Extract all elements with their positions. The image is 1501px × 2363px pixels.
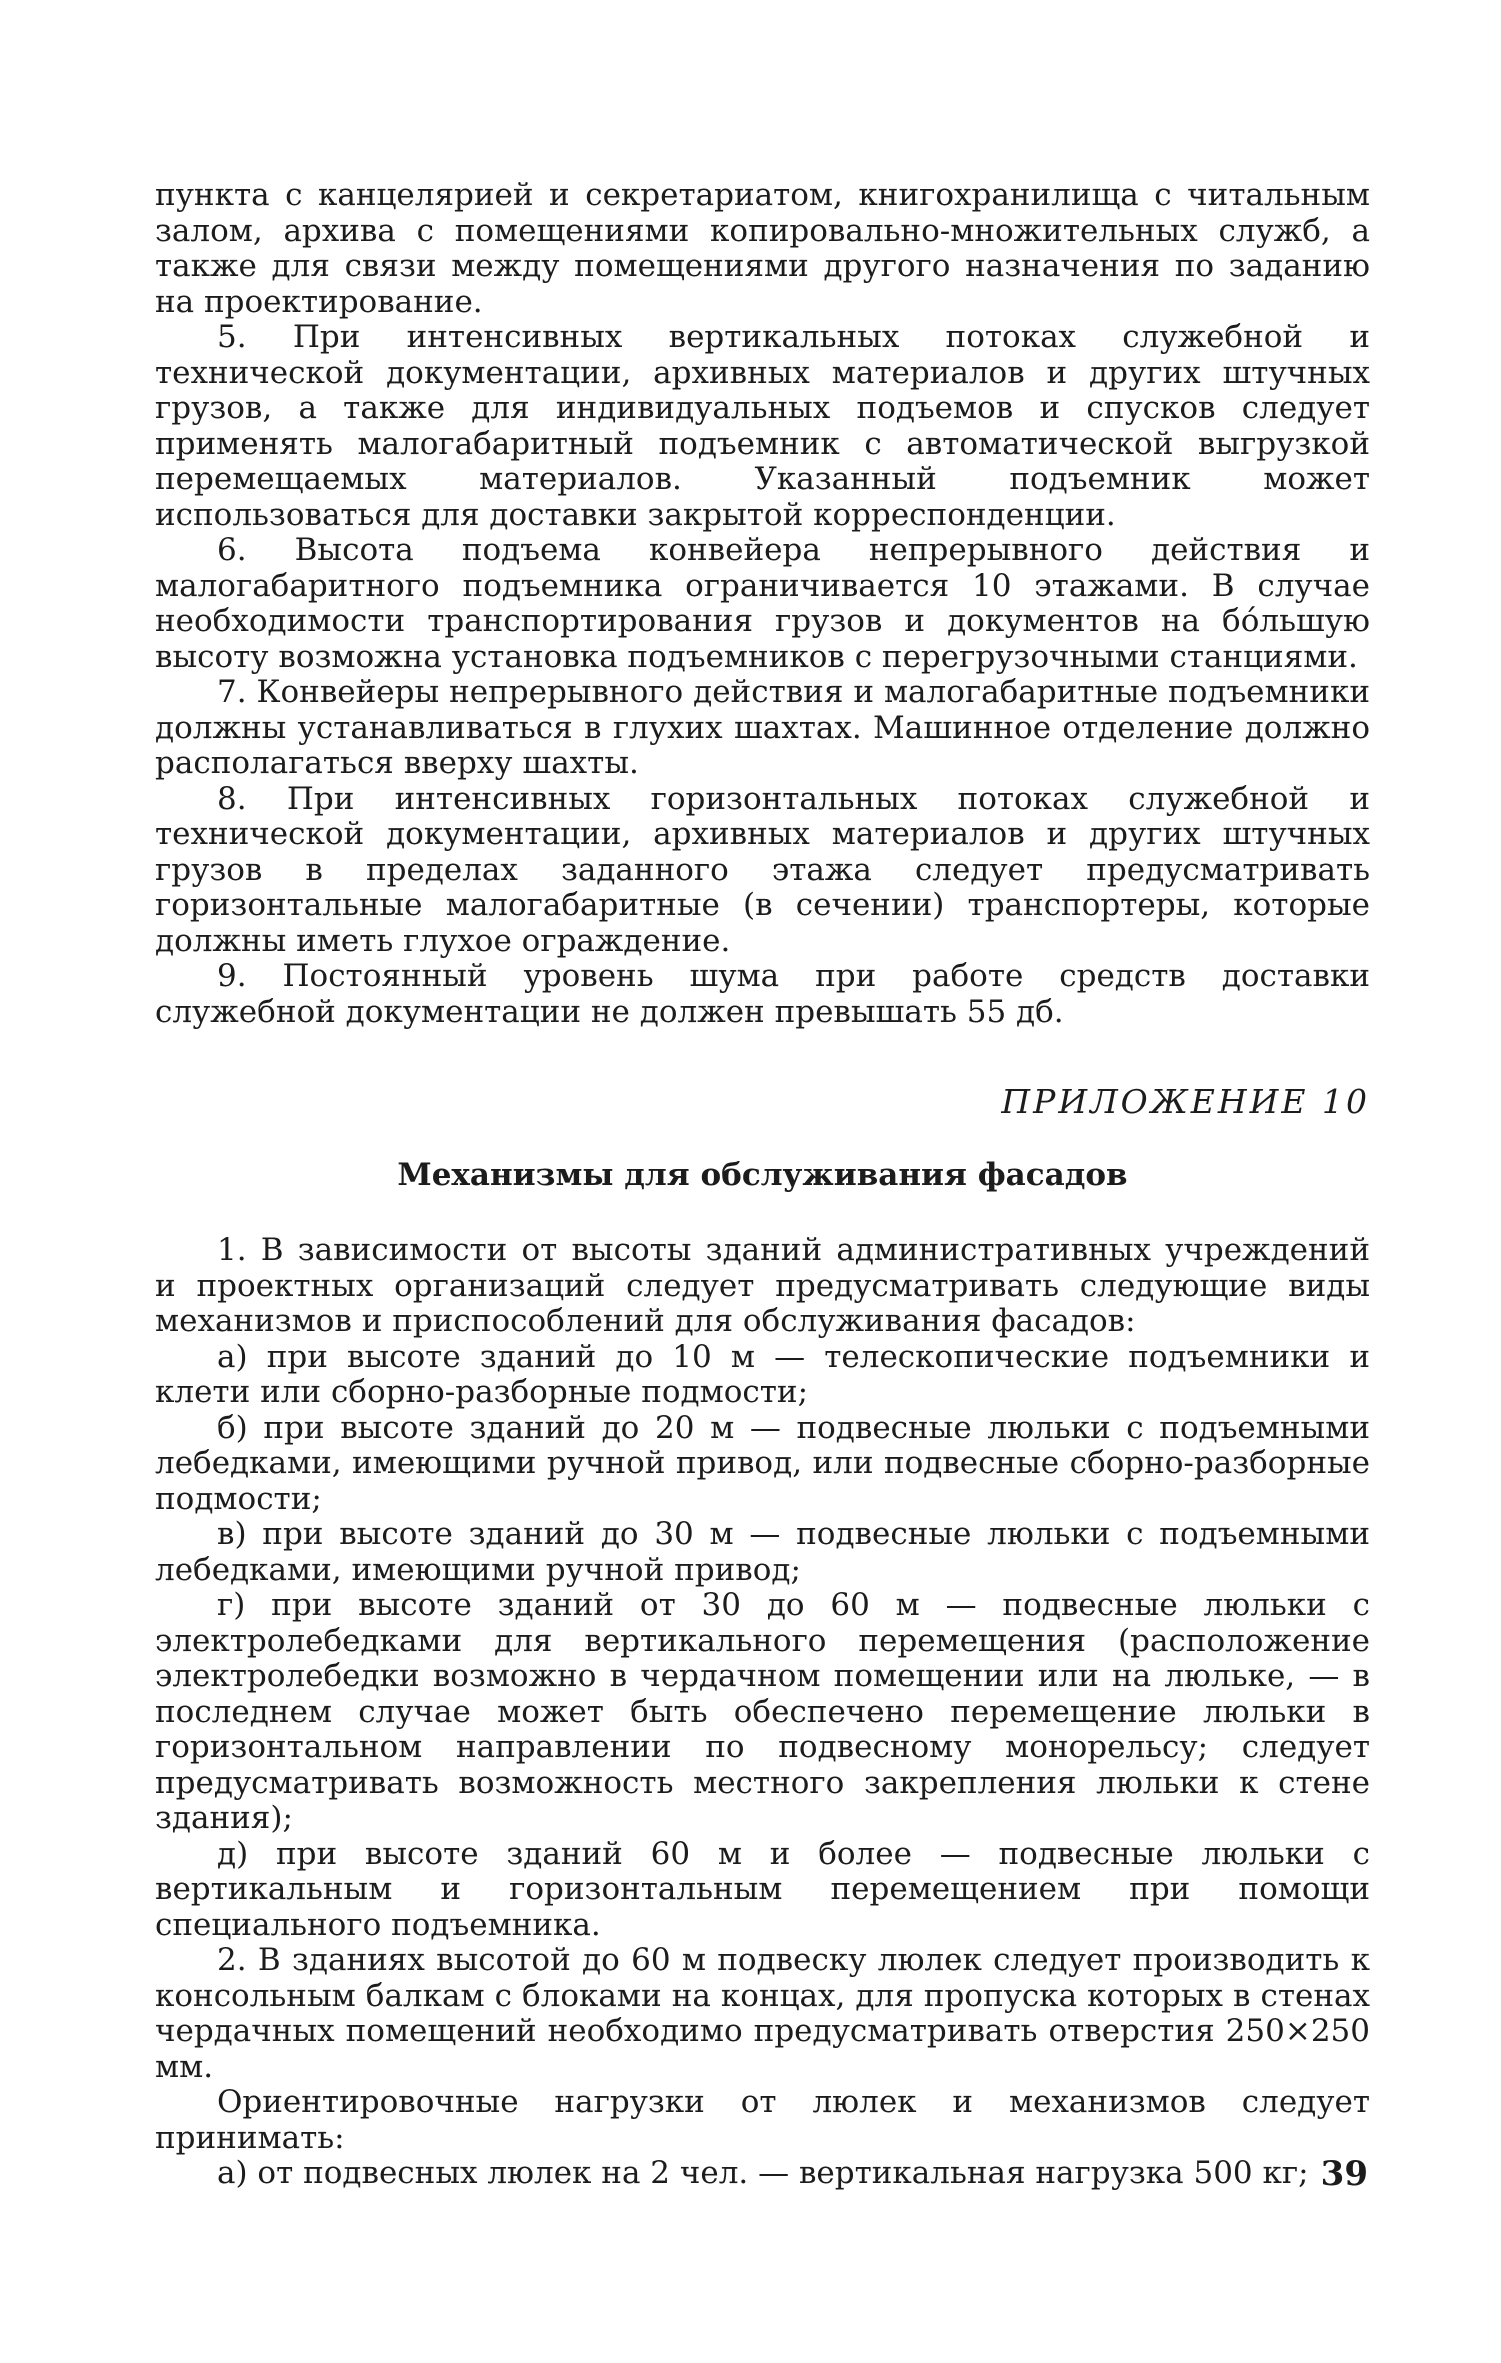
paragraph-p-cont: пункта с канцелярией и секретариатом, книгохранилища с читальным залом, архива с помещениями копировально-множительных служб, а также для связи между помещениями другого назначения по заданию на проектирование. (155, 177, 1370, 320)
page-number: 39 (1320, 2154, 1368, 2194)
paragraph-q2: 2. В зданиях высотой до 60 м подвеску люлек следует производить к консольным балкам с блоками на концах, для пропуска которых в стенах чердачных помещений необходимо предусматривать отверстия 250×250 мм. (155, 1942, 1370, 2085)
paragraph-p8: 8. При интенсивных горизонтальных потоках служебной и технической документации, архивных материалов и других штучных грузов в пределах заданного этажа следует предусматривать горизонтальные малогабаритные (в сечении) транспортеры, которые должны иметь глухое ограждение. (155, 780, 1370, 959)
paragraph-q1b: б) при высоте зданий до 20 м — подвесные люльки с подъемными лебедками, имеющими ручной привод, или подвесные сборно-разборные подмости; (155, 1409, 1370, 1517)
paragraph-p9: 9. Постоянный уровень шума при работе средств доставки служебной документации не должен превышать 55 дб. (155, 958, 1370, 1030)
body-text-bottom (155, 1233, 1370, 2192)
paragraph-q1a: а) при высоте зданий до 10 м — телескопические подъемники и клети или сборно-разборные подмости; (155, 1338, 1370, 1410)
text-column (155, 178, 1370, 2192)
section-title: Механизмы для обслуживания фасадов (397, 1157, 1128, 1193)
paragraph-p6: 6. Высота подъема конвейера непрерывного действия и малогабаритного подъемника ограничивается 10 этажами. В случае необходимости транспортирования грузов и документов на бо́льшую высоту возможна установка подъемников с перегрузочными станциями. (155, 532, 1370, 675)
appendix-label: ПРИЛОЖЕНИЕ 10 (1001, 1082, 1370, 1121)
paragraph-q1e: д) при высоте зданий 60 м и более — подвесные люльки с вертикальным и горизонтальным перемещением при помощи специального подъемника. (155, 1835, 1370, 1943)
paragraph-p5: 5. При интенсивных вертикальных потоках служебной и технической документации, архивных материалов и других штучных грузов, а также для индивидуальных подъемов и спусков следует применять малогабаритный подъемник с автоматической выгрузкой перемещаемых материалов. Указанный подъемник может использоваться для доставки закрытой корреспонденции. (155, 319, 1370, 533)
paragraph-q3: Ориентировочные нагрузки от люлек и механизмов следует принимать: (155, 2084, 1370, 2156)
paragraph-q1c: в) при высоте зданий до 30 м — подвесные люльки с подъемными лебедками, имеющими ручной привод; (155, 1516, 1370, 1588)
paragraph-q1d: г) при высоте зданий от 30 до 60 м — подвесные люльки с электролебедками для вертикального перемещения (расположение электролебедки возможно в чердачном помещении или на люльке, — в последнем случае может быть обеспечено перемещение люльки в горизонтальном направлении по подвесному монорельсу; следует предусматривать возможность местного закрепления люльки к стене здания); (155, 1587, 1370, 1836)
body-text-top (155, 178, 1370, 1030)
paragraph-p7: 7. Конвейеры непрерывного действия и малогабаритные подъемники должны устанавливаться в глухих шахтах. Машинное отделение должно располагаться вверху шахты. (155, 674, 1370, 781)
paragraph-q3a: а) от подвесных люлек на 2 чел. — вертикальная нагрузка 500 кг; (217, 2155, 1309, 2191)
paragraph-q1: 1. В зависимости от высоты зданий административных учреждений и проектных организаций следует предусматривать следующие виды механизмов и приспособлений для обслуживания фасадов: (155, 1232, 1370, 1339)
